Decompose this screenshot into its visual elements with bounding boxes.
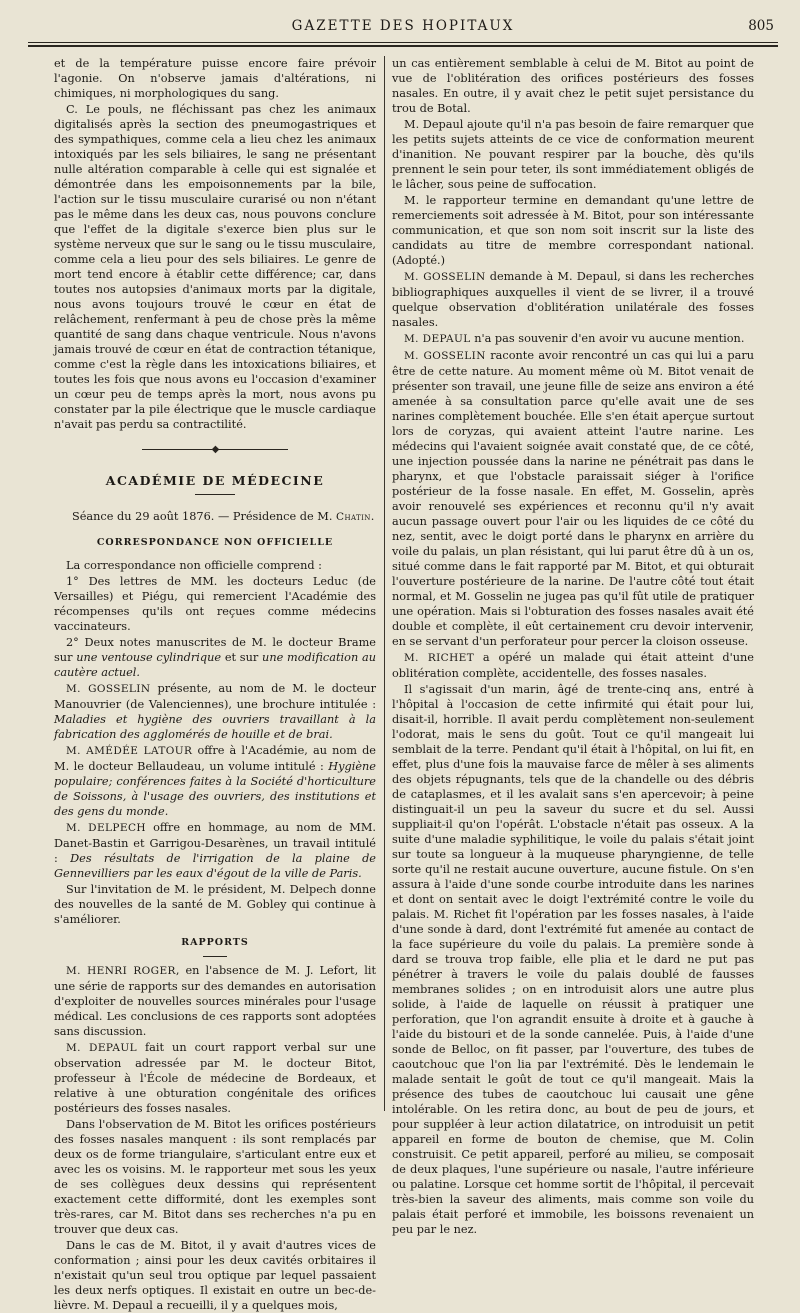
paragraph: La correspondance non officielle comprend : [66, 559, 322, 572]
paragraph [54, 1040, 376, 1116]
paragraph [54, 681, 376, 742]
page-header [28, 14, 778, 44]
paragraph: un cas entièrement semblable à celui de M. Bitot au point de vue de l'oblitération des orifices postérieurs des fosses nasales. En outre, il y avait chez le petit sujet persistance du trou de Botal. [392, 57, 754, 115]
section-title: ACADÉMIE DE MÉDECINE [105, 473, 325, 488]
paragraph: C. Le pouls, ne fléchissant pas chez les animaux digitalisés après la section des pneumogastriques et des sympathiques, comme cela a lieu chez les animaux intoxiqués par les sels biliaires, le sang ne présentant nulle altération comparable à celle qui est signalée et démontrée dans les empoisonnements par la bile, l'action sur le tissu musculaire curarisé ou non n'étant pas le même dans les deux cas, nous pouvons conclure que l'effet de la digitale s'exerce bien plus sur le système nerveux que sur le sang ou le tissu musculaire, comme cela a lieu pour des sels biliaires. Le genre de mort tend encore à établir cette différence; car, dans toutes nos autopsies d'animaux morts par la digitale, nous avons toujours trouvé le cœur en état de relâchement, renfermant à peu de chose près la même quantité de sang dans chaque ventricule. Nous n'avons jamais trouvé de cœur en état de contraction tétanique, comme c'est la règle dans les intoxications biliaires, et toutes les fois que nous avons eu l'occasion d'examiner un cœur peu de temps après la mort, nous avons pu constater par la pile électrique que le muscle cardiaque n'avait pas perdu sa contractilité. [54, 103, 376, 431]
text-run: 2° Deux notes manuscrites de M. le docteur Brame sur [54, 636, 376, 664]
speaker-name: M. RICHET [404, 652, 475, 664]
paragraph [392, 331, 754, 347]
speaker-name: M. DELPECH [66, 822, 146, 834]
section-rule [195, 494, 235, 495]
paragraph [392, 348, 754, 649]
text-run: a opéré un malade qui était atteint d'une oblitération complète, accidentelle, des fosses nasales. [392, 651, 754, 680]
header-rule [28, 42, 778, 43]
paragraph: M. Depaul ajoute qu'il n'a pas besoin de faire remarquer que les petits sujets atteints de ce vice de conformation meurent d'inanition. Ne pouvant respirer par la bouche, dès qu'ils prennent le sein pour teter, ils sont immédiatement obligés de le lâcher, sous peine de suffocation. [392, 118, 754, 191]
paragraph [54, 743, 376, 819]
paragraph: M. le rapporteur termine en demandant qu'une lettre de remerciements soit adressée à M. Bitot, pour son intéressante communication, et que son nom soit inscrit sur la liste des candidats au titre de membre correspondant national. (Adopté.) [392, 194, 754, 267]
paragraph [54, 635, 376, 680]
paragraph: Dans l'observation de M. Bitot les orifices postérieurs des fosses nasales manquent : ils sont remplacés par deux os de forme triangulaire, s'articulant entre eux et avec les os voisins. M. le rapporteur met sous les yeux de ses collègues deux dessins qui représentent exactement cette difformité, dont les exemples sont très-rares, car M. Bitot dans ses recherches n'a pu en trouver que deux cas. [54, 1118, 376, 1236]
paragraph: et de la température puisse encore faire prévoir l'agonie. On n'observe jamais d'altérations, ni chimiques, ni morphologiques du sang. [54, 57, 376, 100]
subhead-correspondance: CORRESPONDANCE NON OFFICIELLE [96, 537, 334, 548]
paragraph: 1° Des lettres de MM. les docteurs Leduc (de Versailles) et Piégu, qui remercient l'Académie des récompenses qu'ils ont reçues comme médecins vaccinateurs. [54, 575, 376, 633]
paragraph [392, 269, 754, 330]
speaker-name: M. GOSSELIN [404, 271, 486, 283]
italic-run: Maladies et hygiène des ouvriers travaillant à la fabrication des agglomérés de houille et de brai. [54, 713, 376, 741]
right-column [392, 56, 754, 1236]
text-run: raconte avoir rencontré un cas qui lui a paru être de cette nature. Au moment même où M. Bitot venait de présenter son travail, une jeune fille de seize ans environ a été amenée à sa consultation parce qu'elle avait une de ses narines complètement bouchée. Elle s'en était aperçue surtout lors de coryzas, qui avaient atteint l'autre narine. Les médecins qui l'avaient soignée avait constaté que, de ce côté, une injection poussée dans la narine ne pénétrait pas dans le pharynx, et que l'obstacle paraissait siéger à l'orifice postérieur de la fosse nasale. En effet, M. Gosselin, après avoir renouvelé ses expériences et reconnu qu'il n'y avait aucun passage ouvert pour l'air ou les liquides de ce côté du nez, sentit, avec le doigt porté dans le pharynx en arrière du voile du palais, un plan résistant, qui lui parut être dû à un os, situé comme dans le fait rapporté par M. Bitot, et qui obturait l'ouverture postérieure de la narine. De l'autre côté tout était normal, et M. Gosselin ne jugea pas qu'il fût utile de pratiquer une opération. Mais si l'obturation des fosses nasales avait été double et complète, il eût certainement cru devoir intervenir, en se servant d'un perforateur pour percer la cloison osseuse. [392, 349, 754, 648]
left-column [54, 56, 377, 1312]
paragraph [392, 650, 754, 681]
speaker-name: M. HENRI ROGER [66, 965, 176, 977]
paragraph: Sur l'invitation de M. le président, M. Delpech donne des nouvelles de la santé de M. Gobley qui continue à s'améliorer. [54, 883, 376, 926]
page-number: 805 [748, 18, 774, 34]
speaker-name: M. DEPAUL [66, 1042, 138, 1054]
italic-run: une modification au cautère actuel. [54, 651, 376, 679]
text-run: offre à l'Académie, au nom de M. le docteur Bellaudeau, un volume intitulé : [54, 744, 376, 773]
speaker-name: M. GOSSELIN [404, 350, 486, 362]
section-ornament: ◆ [54, 442, 376, 457]
text-run: , en l'absence de M. J. Lefort, lit une série de rapports sur des demandes en autorisation d'exploiter de nouvelles sources minérales pour l'usage médical. Les conclusions de ces rapports sont adoptées sans discussion. [54, 964, 376, 1038]
speaker-name: M. DEPAUL [404, 333, 471, 345]
italic-run: Hygiène populaire; conférences faites à la Société d'horticulture de Soissons, à l'usage des ouvriers, des institutions et des gens du monde. [54, 760, 376, 818]
paragraph [54, 963, 376, 1039]
speaker-name: M. GOSSELIN [66, 683, 151, 695]
text-run: fait un court rapport verbal sur une observation adressée par M. le docteur Bitot, professeur à l'École de médecine de Bordeaux, et relative à une obturation congénitale des orifices postérieurs des fosses nasales. [54, 1041, 376, 1115]
text-run: présente, au nom de M. le docteur Manouvrier (de Valenciennes), une brochure intitulée : [54, 682, 377, 711]
seance-line: Séance du 29 août 1876. — Présidence de M. Chatin. [72, 510, 375, 523]
text-run: demande à M. Depaul, si dans les recherches bibliographiques auxquelles il vient de se livrer, il a trouvé quelque observation d'oblitération unilatérale des fosses nasales. [392, 270, 754, 329]
text-run: n'a pas souvenir d'en avoir vu aucune mention. [470, 332, 745, 345]
italic-run: une ventouse cylindrique [76, 651, 222, 664]
paragraph: Dans le cas de M. Bitot, il y avait d'autres vices de conformation ; ainsi pour les deux cavités orbitaires il n'existait qu'un seul trou optique par lequel passaient les deux nerfs optiques. Il existait en outre un bec-de-lièvre. M. Depaul a recueilli, il y a quelques mois, [54, 1239, 376, 1312]
subhead-rule [203, 956, 227, 957]
journal-title: GAZETTE DES HOPITAUX [291, 18, 515, 34]
seance-text: Séance du 29 août 1876. — Présidence de M. [72, 510, 337, 523]
paragraph: Il s'agissait d'un marin, âgé de trente-cinq ans, entré à l'hôpital à l'occasion de cette infirmité qui était pour lui, disait-il, horrible. Il avait perdu complètement non-seulement l'odorat, mais le sens du goût. Tout ce qu'il mangeait lui semblait de la terre. Pendant qu'il était à l'hôpital, on lui fit, en effet, plus d'une fois la mauvaise farce de mêler à ses aliments des objets répugnants, tels que de la chandelle ou des débris de cataplasmes, et il les avalait sans s'en apercevoir; à peine distinguait-il un peu la saveur du sucre et du sel. Aussi suppliait-il qu'on l'opérât. L'obstacle n'était pas osseux. A la suite d'une maladie syphilitique, le voile du palais s'était joint sur toute sa longueur à la muqueuse pharyngienne, de telle sorte qu'il ne restait aucune ouverture, aucune fistule. On s'en assura à l'aide d'une sonde courbe introduite dans les narines et dont on sentait avec le doigt l'extrémité contre le voile du palais. M. Richet fit l'opération par les fosses nasales, à l'aide d'une sonde à dard, dont l'extrémité fut amenée au contact de la face supérieure du voile du palais. La première sonde à dard se trouva trop faible, elle plia et le dard ne put pas pénétrer à travers le voile du palais doublé de fausses membranes solides ; on en introduisit alors une autre plus solide, à l'aide de laquelle on réussit à pratiquer une perforation, que l'on agrandit ensuite à droite et à gauche à l'aide du bistouri et de la sonde cannelée. Puis, à l'aide d'une sonde de Belloc, on fit passer, par l'ouverture, des tubes de caoutchouc que l'on lia par l'extrémité. Dès le lendemain le malade sentait le goût de tout ce qu'il mangeait. Mais la présence des tubes de caoutchouc lui causait une gêne intolérable. On les retira donc, au bout de peu de jours, et pour suppléer à leur action dilatatrice, on introduisit un petit appareil en forme de bouton de chemise, que M. Colin construisit. Ce petit appareil, perforé au milieu, se composait de deux plaques, l'une supérieure ou nasale, l'autre inférieure ou palatine. Lorsque cet homme sortit de l'hôpital, il percevait très-bien la saveur des aliments, mais comme son voile du palais était perforé et immobile, les boissons revenaient un peu par le nez. [392, 683, 754, 1236]
header-rule-thick [28, 45, 778, 47]
subhead-rapports: RAPPORTS [181, 937, 249, 948]
column-divider [384, 56, 385, 1111]
italic-run: Des résultats de l'irrigation de la plaine de Gennevilliers par les eaux d'égout de la ville de Paris. [54, 852, 376, 880]
president-name: Chatin [336, 511, 371, 523]
paragraph [54, 820, 376, 881]
speaker-name: M. AMÉDÉE LATOUR [66, 745, 193, 757]
text-run: offre en hommage, au nom de MM. Danet-Bastin et Garrigou-Desarènes, un travail intitulé : [54, 821, 376, 865]
text-run: et sur [221, 651, 263, 664]
